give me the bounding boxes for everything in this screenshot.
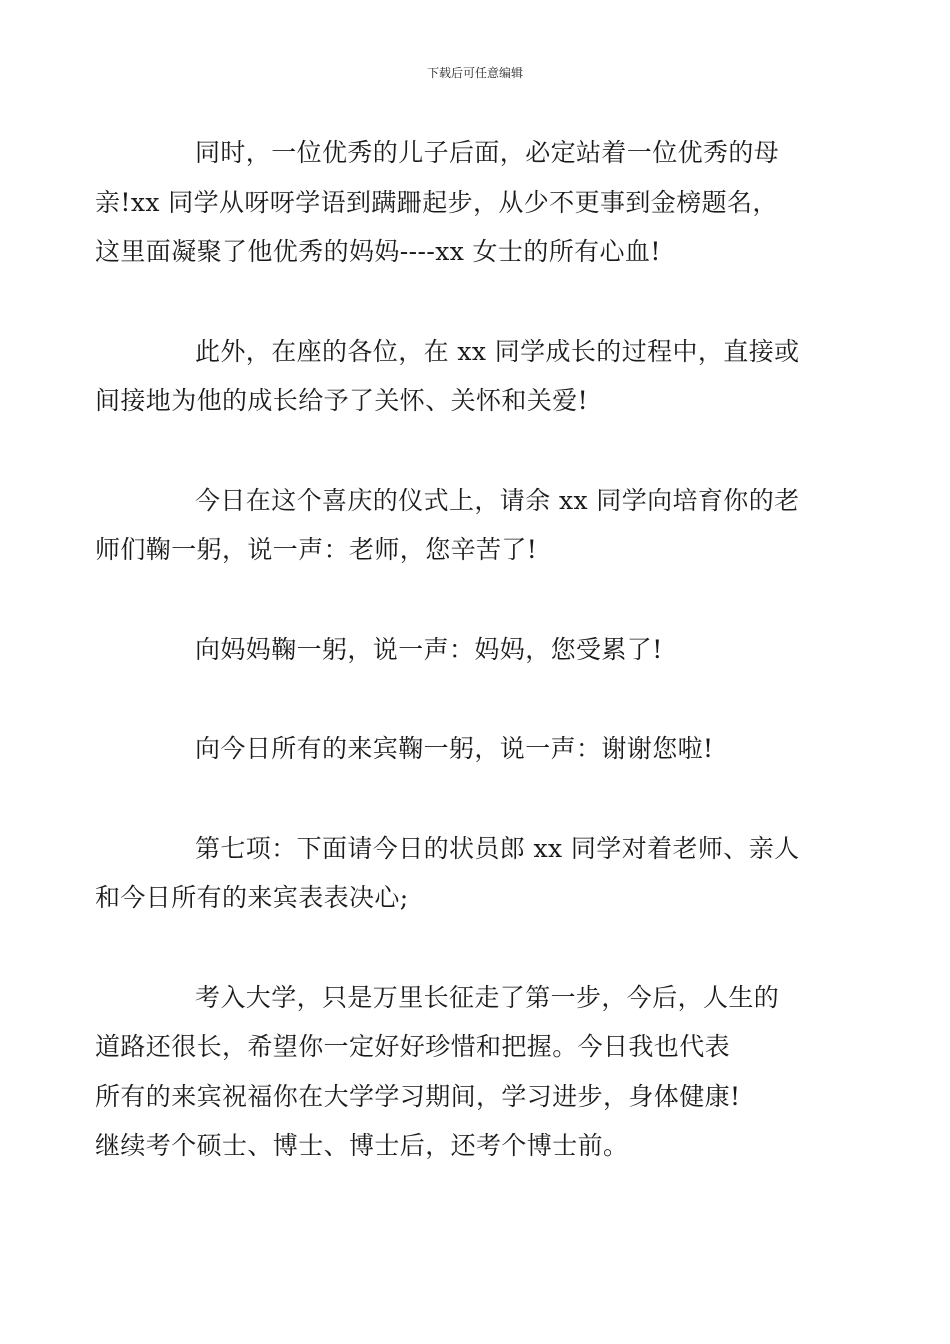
text-line: 今日在这个喜庆的仪式上，请余 xx 同学向培育你的老 — [195, 485, 800, 515]
text-line: 和今日所有的来宾表表决心; — [95, 883, 409, 912]
text-line: 所有的来宾祝福你在大学学习期间，学习进步，身体健康! — [95, 1081, 741, 1111]
text-line: 考入大学，只是万里长征走了第一步，今后，人生的 — [195, 982, 780, 1012]
paragraph-mother — [95, 128, 815, 277]
text-line: 向今日所有的来宾鞠一躬，说一声：谢谢您啦! — [195, 734, 714, 763]
paragraph-guests-care — [95, 327, 815, 426]
paragraph-wishes — [95, 973, 815, 1171]
paragraph-item-seven — [95, 824, 815, 923]
text-line: 这里面凝聚了他优秀的妈妈----xx 女士的所有心血! — [95, 237, 661, 266]
paragraph-bow-guests — [145, 724, 815, 774]
text-line: 第七项：下面请今日的状员郎 xx 同学对着老师、亲人 — [195, 833, 800, 863]
text-line: 师们鞠一躬，说一声：老师，您辛苦了! — [95, 535, 538, 564]
page-header: 下载后可任意编辑 — [426, 66, 523, 80]
document-body — [95, 128, 815, 1221]
text-line: 此外，在座的各位，在 xx 同学成长的过程中，直接或 — [195, 336, 800, 366]
paragraph-bow-teachers — [95, 476, 815, 575]
text-line: 同时，一位优秀的儿子后面，必定站着一位优秀的母 — [195, 138, 780, 167]
text-line: 亲!xx 同学从呀呀学语到蹒跚起步，从少不更事到金榜题名， — [95, 187, 778, 217]
text-line: 间接地为他的成长给予了关怀、关怀和关爱! — [95, 386, 589, 415]
text-line: 道路还很长，希望你一定好好珍惜和把握。今日我也代表 — [95, 1032, 731, 1061]
text-line: 继续考个硕士、博士、博士后，还考个博士前。 — [95, 1131, 629, 1160]
text-line: 向妈妈鞠一躬，说一声：妈妈，您受累了! — [195, 634, 663, 664]
paragraph-bow-mother — [145, 625, 815, 675]
